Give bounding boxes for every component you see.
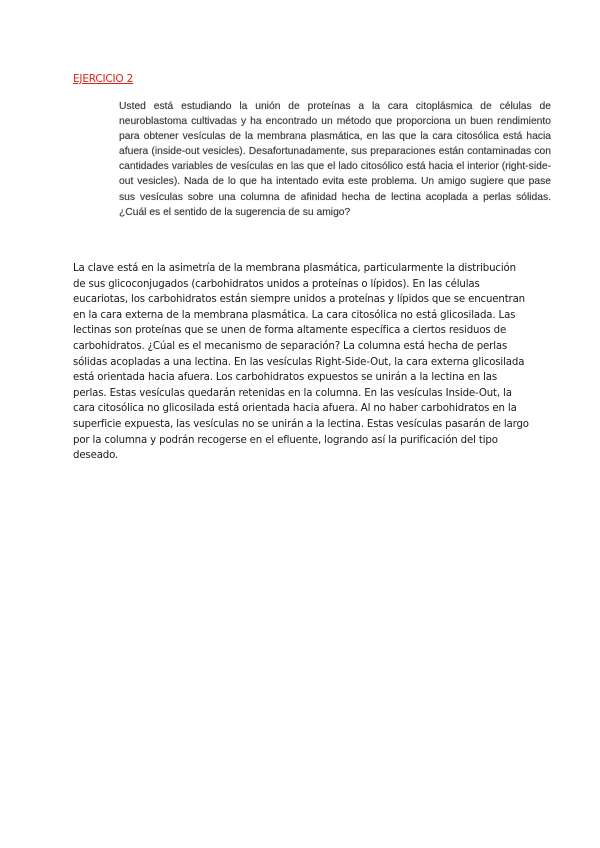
- exercise-question: Usted está estudiando la unión de proteínas a la cara citoplásmica de células de neuroblastoma cultivadas y ha encontrado un método que proporciona un buen rendimiento para obtener vesículas de la membrana plasmática, en las que la cara citosólica está hacia afuera (inside-out vesicles). Desafortunadamente, sus preparaciones están contaminadas con cantidades variables de vesículas en las que el lado citosólico está hacia el interior (right-side-out vesicles). Nada de lo que ha intentado evita este problema. Un amigo sugiere que pase sus vesículas sobre una columna de afinidad hecha de lectina acoplada a perlas sólidas. ¿Cuál es el sentido de la sugerencia de su amigo?: [119, 101, 551, 218]
- exercise-heading: EJERCICIO 2: [73, 73, 134, 85]
- exercise-answer: La clave está en la asimetría de la membrana plasmática, particularmente la distribución de sus glicoconjugados (carbohidratos unidos a proteínas o lípidos). En las células eucariotas, los carbohidratos están siempre unidos a proteínas y lípidos que se encuentran en la cara externa de la membrana plasmática. La cara citosólica no está glicosilada. Las lectinas son proteínas que se unen de forma altamente específica a ciertos residuos de carbohidratos. ¿Cúal es el mecanismo de separación? La columna está hecha de perlas sólidas acopladas a una lectina. En las vesículas Right-Side-Out, la cara externa glicosilada está orientada hacia afuera. Los carbohidratos expuestos se unirán a la lectina en las perlas. Estas vesículas quedarán retenidas en la columna. En las vesículas Inside-Out, la cara citosólica no glicosilada está orientada hacia afuera. Al no haber carbohidratos en la superficie expuesta, las vesículas no se unirán a la lectina. Estas vesículas pasarán de largo por la columna y podrán recogerse en el efluente, logrando así la purificación del tipo deseado.: [73, 263, 529, 462]
